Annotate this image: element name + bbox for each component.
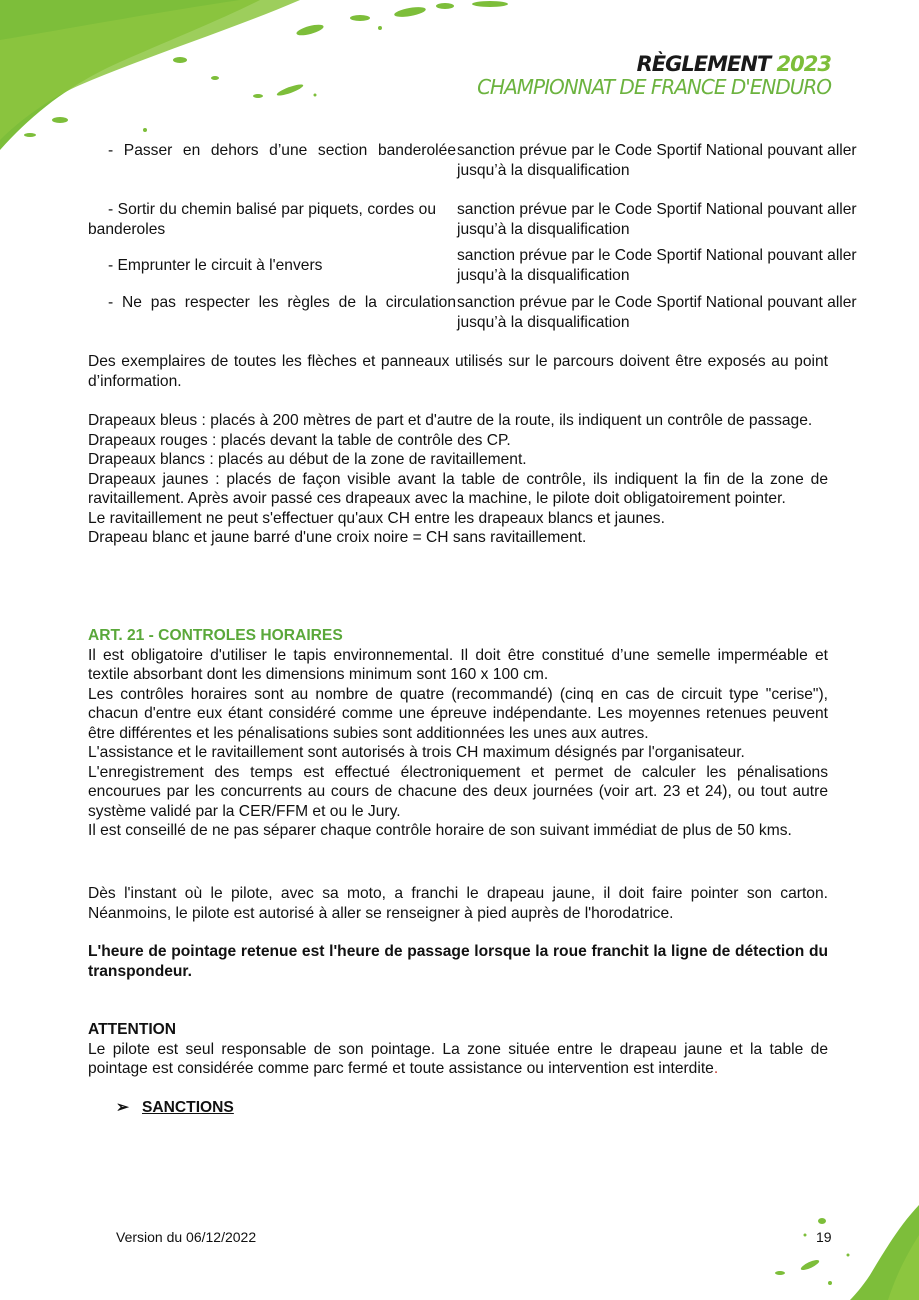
flag-yellow-text: Drapeaux jaunes : placés de façon visible avant la table de contrôle, ils indiquent la fin de la zone de ravitaillement. Après avoir passé ces drapeaux avec la machine, le pilote doit obligatoirement pointer. (88, 470, 828, 507)
header-title-year: 2023 (776, 52, 831, 76)
penalty-sanction: sanction prévue par le Code Sportif National pouvant aller jusqu’à la disqualification (457, 247, 857, 284)
paragraph-text: Dès l'instant où le pilote, avec sa moto, a franchi le drapeau jaune, il doit faire pointer son carton. Néanmoins, le pilote est autorisé à aller se renseigner à pied auprès de l'horodatrice. (88, 885, 828, 922)
article-paragraph: Il est conseillé de ne pas séparer chaque contrôle horaire de son suivant immédiat de plus de 50 kms. (88, 822, 792, 839)
attention-title: ATTENTION (88, 1021, 177, 1038)
green-splash-bottom-decoration (750, 1195, 919, 1300)
paragraph-text: Des exemplaires de toutes les flèches et panneaux utilisés sur le parcours doivent être exposés au point d’information. (88, 353, 828, 390)
article-heading: ART. 21 - CONTROLES HORAIRES (88, 627, 343, 644)
penalty-infraction: - Ne pas respecter les règles de la circulation (108, 294, 456, 311)
penalty-infraction: - Emprunter le circuit à l'envers (108, 257, 323, 274)
header-title-word: RÈGLEMENT (636, 52, 771, 76)
article-paragraph: Les contrôles horaires sont au nombre de quatre (recommandé) (cinq en cas de circuit type "cerise"), chacun d'entre eux étant considéré comme une épreuve indépendante. Les moyennes retenues peuvent être différentes et les pénalisations subies sont additionnées les unes aux autres. (88, 685, 828, 742)
flag-white-text: Drapeaux blancs : placés au début de la zone de ravitaillement. (88, 451, 527, 468)
attention-period: . (713, 1060, 719, 1077)
attention-text (88, 1040, 828, 1079)
sanctions-label: SANCTIONS (142, 1099, 234, 1116)
page-number: 19 (816, 1229, 832, 1245)
article-paragraph: L'enregistrement des temps est effectué électroniquement et permet de calculer les pénalisations encourues par les concurrents au cours de chacune des deux journées (voir art. 23 et 24), ou tout autre système validé par la CER/FFM et ou le Jury. (88, 763, 828, 820)
crossed-flag-text: Drapeau blanc et jaune barré d'une croix noire = CH sans ravitaillement. (88, 529, 587, 546)
header-title (477, 52, 831, 76)
penalty-sanction: sanction prévue par le Code Sportif National pouvant aller jusqu’à la disqualification (457, 201, 857, 238)
header-subtitle: CHAMPIONNAT DE FRANCE D'ENDURO (477, 75, 831, 99)
exemplaires-paragraph (88, 352, 828, 391)
penalty-sanction: sanction prévue par le Code Sportif National pouvant aller jusqu’à la disqualification (457, 294, 857, 331)
bold-rule-paragraph (88, 942, 828, 981)
article-paragraph: Il est obligatoire d'utiliser le tapis environnemental. Il doit être constitué d’une semelle imperméable et textile absorbant dont les dimensions minimum sont 160 x 100 cm. (88, 646, 828, 683)
arrow-bullet-icon: ➢ (116, 1099, 130, 1116)
penalty-row (88, 200, 858, 242)
penalty-row (88, 141, 858, 183)
green-splash-top-decoration (0, 0, 520, 160)
article-21-section (88, 626, 828, 841)
attention-section (88, 1020, 828, 1079)
penalty-infraction: - Sortir du chemin balisé par piquets, cordes ou banderoles (88, 201, 436, 238)
flag-red-text: Drapeaux rouges : placés devant la table de contrôle des CP. (88, 431, 511, 449)
flag-blue-text: Drapeaux bleus : placés à 200 mètres de part et d'autre de la route, ils indiquent un contrôle de passage. (88, 412, 813, 429)
penalty-row (88, 293, 858, 335)
penalty-sanction: sanction prévue par le Code Sportif National pouvant aller jusqu’à la disqualification (457, 142, 857, 179)
article-paragraph: L'assistance et le ravitaillement sont autorisés à trois CH maximum désignés par l'organisateur. (88, 744, 745, 761)
footer-version: Version du 06/12/2022 (116, 1229, 257, 1245)
paragraph-text: L'heure de pointage retenue est l'heure de passage lorsque la roue franchit la ligne de détection du transpondeur. (88, 943, 828, 980)
pointage-paragraph (88, 884, 828, 923)
document-header (477, 52, 831, 98)
sanctions-heading (116, 1098, 234, 1118)
penalty-row (88, 246, 858, 288)
flags-section (88, 411, 828, 548)
refuel-rule-text: Le ravitaillement ne peut s'effectuer qu'aux CH entre les drapeaux blancs et jaunes. (88, 509, 665, 527)
penalty-infraction: - Passer en dehors d’une section banderolée (108, 142, 456, 159)
attention-body: Le pilote est seul responsable de son pointage. La zone située entre le drapeau jaune et la table de pointage est considérée comme parc fermé et toute assistance ou intervention est interdite (88, 1040, 828, 1077)
